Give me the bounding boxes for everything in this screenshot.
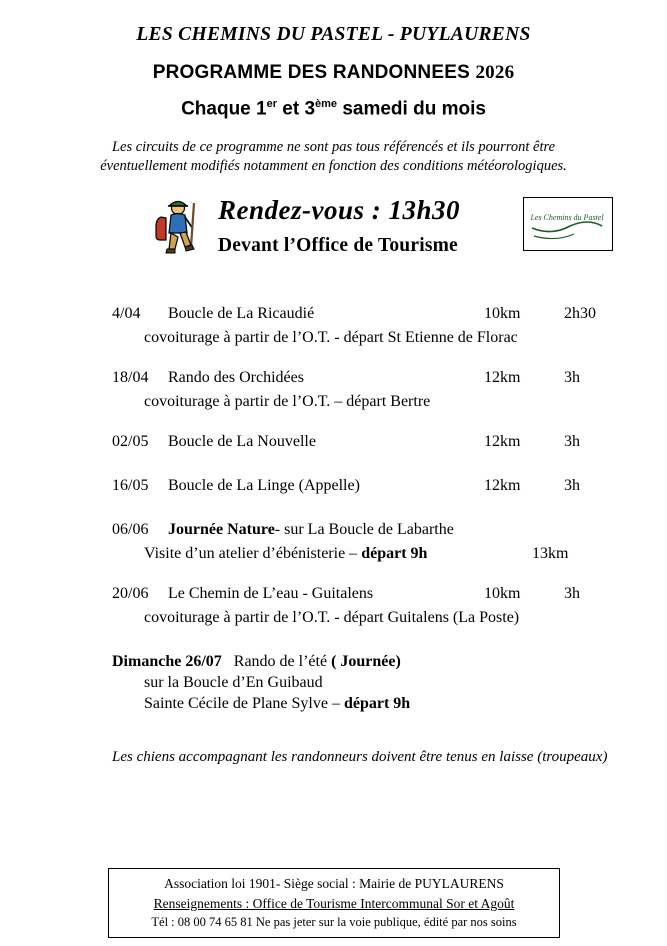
list-item xyxy=(112,521,627,567)
list-item xyxy=(112,305,627,351)
program-list xyxy=(0,305,667,713)
entry-main-row xyxy=(112,305,627,327)
special-event xyxy=(112,653,627,713)
saturdays-suffix: samedi du mois xyxy=(337,98,486,120)
entry-duration: 3h xyxy=(564,584,580,602)
club-logo xyxy=(523,197,613,251)
entry-date: 16/05 xyxy=(112,476,149,494)
entry-distance: 13km xyxy=(532,544,569,562)
special-event-line3-bold: départ 9h xyxy=(343,694,411,712)
entry-note: covoiturage à partir de l’O.T. - départ Guitalens (La Poste) xyxy=(144,608,520,626)
entry-main-row xyxy=(112,585,627,607)
entry-duration: 2h30 xyxy=(564,304,596,322)
page-title-club: LES CHEMINS DU PASTEL - PUYLAURENS xyxy=(136,24,531,45)
entry-duration: 3h xyxy=(564,476,580,494)
saturdays-mid: et 3 xyxy=(277,98,316,120)
dogs-notice: Les chiens accompagnant les randonneurs doivent être tenus en laisse (troupeaux) xyxy=(112,748,608,765)
entry-duration: 3h xyxy=(564,368,580,386)
entry-distance: 10km xyxy=(484,584,521,602)
page-title-program xyxy=(0,62,667,84)
entry-main-row xyxy=(112,369,627,391)
entry-distance: 12km xyxy=(484,476,521,494)
entry-note-row xyxy=(112,545,627,567)
entry-distance: 10km xyxy=(484,304,521,322)
entry-main-row xyxy=(112,521,627,543)
entry-date: 18/04 xyxy=(112,368,149,386)
entry-note: covoiturage à partir de l’O.T. - départ St Etienne de Florac xyxy=(144,328,518,346)
special-event-row3 xyxy=(112,695,627,713)
special-event-line2: sur la Boucle d’En Guibaud xyxy=(144,673,323,691)
list-item xyxy=(112,433,627,455)
entry-duration: 3h xyxy=(564,432,580,450)
entry-date: 06/06 xyxy=(112,520,149,538)
saturdays-prefix: Chaque 1 xyxy=(181,98,267,120)
special-event-row1 xyxy=(112,653,627,671)
entry-name: Le Chemin de L’eau - Guitalens xyxy=(168,584,374,602)
saturdays-line xyxy=(0,98,667,120)
entry-note: covoiturage à partir de l’O.T. – départ Bertre xyxy=(144,392,431,410)
footer-box xyxy=(108,868,560,938)
rendezvous-text xyxy=(218,195,460,257)
rendezvous-time: Rendez-vous : 13h30 xyxy=(218,194,461,225)
entry-date: 20/06 xyxy=(112,584,149,602)
entry-date: 4/04 xyxy=(112,304,141,322)
rendezvous-place: Devant l’Office de Tourisme xyxy=(218,234,458,256)
entry-name-bold: Journée Nature xyxy=(168,520,275,538)
entry-note: Visite d’un atelier d’ébénisterie – xyxy=(144,544,362,562)
program-year: 2026 xyxy=(475,62,515,83)
special-event-label-bold: ( Journée) xyxy=(331,652,401,670)
saturdays-sup-2: ème xyxy=(315,98,338,110)
footer-line-1: Association loi 1901- Siège social : Mairie de PUYLAURENS xyxy=(164,876,504,891)
entry-main-row xyxy=(112,433,627,455)
entry-name: Boucle de La Ricaudié xyxy=(168,304,315,322)
special-event-line3: Sainte Cécile de Plane Sylve – xyxy=(144,694,344,712)
entry-date: 02/05 xyxy=(112,432,149,450)
program-title-text: PROGRAMME DES RANDONNEES xyxy=(152,62,470,83)
svg-text:Les Chemins du Pastel: Les Chemins du Pastel xyxy=(530,212,604,222)
entry-main-row xyxy=(112,477,627,499)
entry-name: - sur La Boucle de Labarthe xyxy=(274,520,454,538)
footer-line-3: Tél : 08 00 74 65 81 Ne pas jeter sur la voie publique, édité par nos soins xyxy=(151,915,517,930)
entry-distance: 12km xyxy=(484,432,521,450)
saturdays-sup-1: er xyxy=(266,98,277,110)
hiker-icon xyxy=(147,195,205,259)
footer-line-2: Renseignements : Office de Tourisme Intercommunal Sor et Agoût xyxy=(153,895,515,911)
entry-name: Boucle de La Linge (Appelle) xyxy=(168,476,360,494)
list-item xyxy=(112,585,627,631)
entry-name: Boucle de La Nouvelle xyxy=(168,432,316,450)
list-item xyxy=(112,369,627,415)
intro-paragraph: Les circuits de ce programme ne sont pas tous référencés et ils pourront être éventuellement modifiés notamment en fonction des conditions météorologiques. xyxy=(100,139,567,175)
entry-note-bold: départ 9h xyxy=(361,544,428,562)
flyer-page xyxy=(0,24,667,946)
list-item xyxy=(112,477,627,499)
rendezvous-block xyxy=(0,195,667,281)
entry-name: Rando des Orchidées xyxy=(168,368,304,386)
special-event-date: Dimanche 26/07 xyxy=(112,652,222,670)
entry-distance: 12km xyxy=(484,368,521,386)
special-event-label: Rando de l’été xyxy=(233,652,332,670)
